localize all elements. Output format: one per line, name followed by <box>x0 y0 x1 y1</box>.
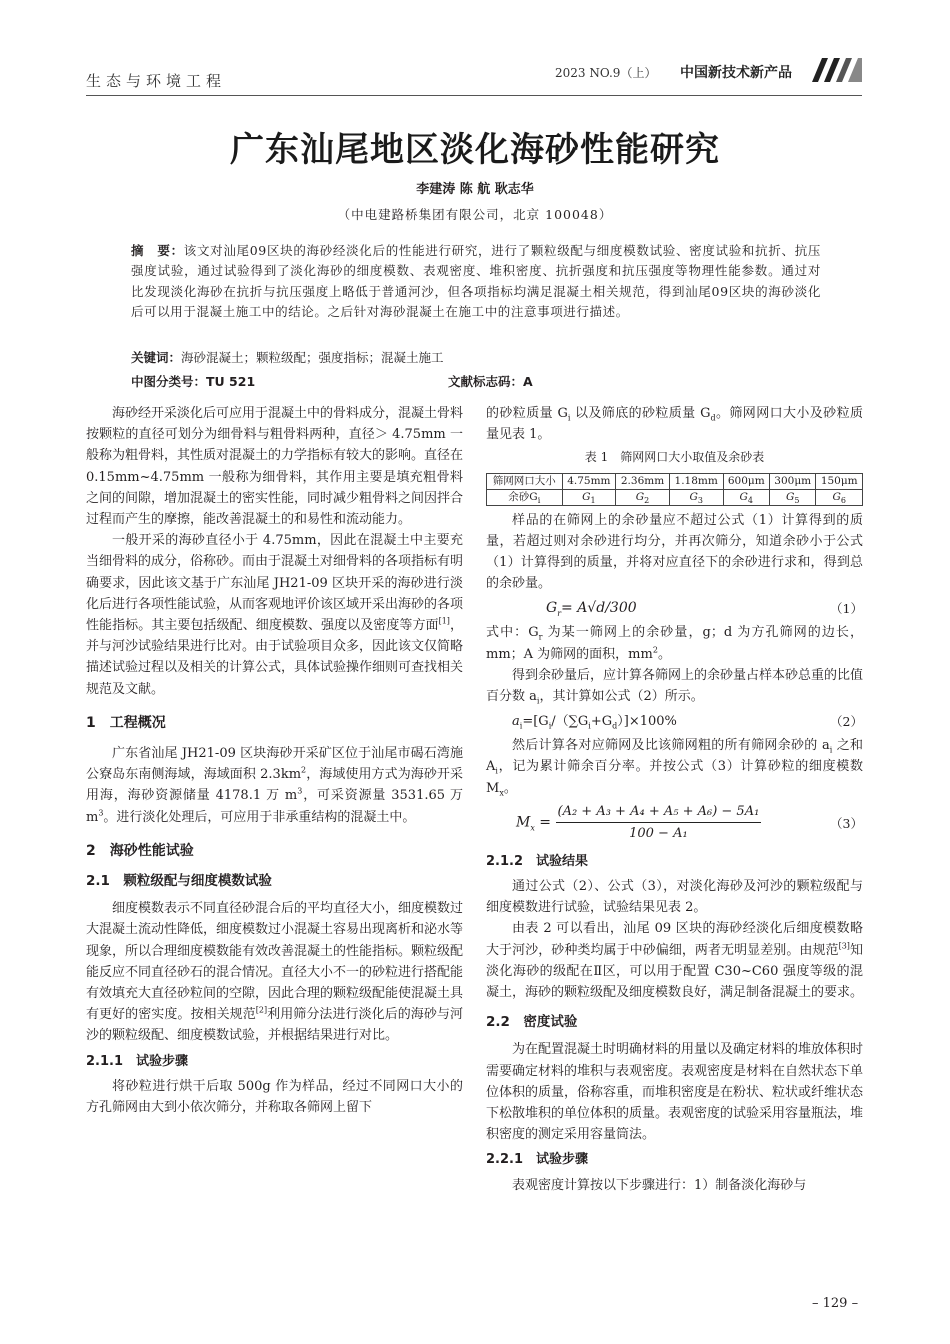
keywords-label: 关键词： <box>131 350 182 365</box>
section-heading: 2 海砂性能试验 <box>86 842 194 859</box>
right-column <box>486 403 863 1196</box>
paragraph: 海砂经开采淡化后可应用于混凝土中的骨料成分，混凝土骨料按颗粒的直径可划分为细骨料与粗骨料两种，直径＞ 4.75mm 一般称为粗骨料，其性质对混凝土的力学指标有较大的影响。直径在 0.15mm~4.75mm 一般称为细骨料，其作用主要是填充粗骨料之间的间隙，增加混凝土的密实性能，同时减少粗骨料之间因拌合过程而产生的摩擦，能改善混凝土的和易性和流动能力。 <box>86 406 464 528</box>
journal-name: 中国新技术新产品 <box>680 65 792 81</box>
section-label: 生态与环境工程 <box>86 72 227 90</box>
header-rule <box>86 95 862 96</box>
authors: 李建涛 陈 航 耿志华 <box>416 182 534 197</box>
table-cell: $G_2$ <box>616 489 670 505</box>
affiliation: （中电建路桥集团有限公司，北京 100048） <box>337 207 613 222</box>
table-cell: 1.18mm <box>669 473 723 489</box>
table-cell: 2.36mm <box>616 473 670 489</box>
left-column <box>86 403 463 1118</box>
subsection-heading: 2.1 颗粒级配与细度模数试验 <box>86 873 272 890</box>
issue-label: 2023 NO.9（上） <box>555 66 657 80</box>
table-cell: 筛网网口大小 <box>487 473 563 489</box>
paragraph: 细度模数表示不同直径砂混合后的平均直径大小，细度模数过大混凝土流动性降低，细度模数过小混凝土容易出现离析和泌水等现象，所以合理细度模数能有效改善混凝土的性能指标。颗粒级配能反应不同直径砂石的混合情况。直径大小不一的砂粒进行搭配能有效填充大直径砂粒间的空隙，因此合理的颗粒级配能使混凝土具有更好的密实度。按相关规范[2]利用筛分法进行淡化后的海砂与河沙的颗粒级配、细度模数试验，并根据结果进行对比。 <box>86 901 464 1044</box>
keywords <box>131 348 444 366</box>
paragraph: 为在配置混凝土时明确材料的用量以及确定材料的堆放体积时需要确定材料的堆积与表观密度。表观密度是材料在自然状态下单位体积的质量，俗称容重，而堆积密度是在粉状、粒状或纤维状态下松散堆积的单位体积的质量。表观密度的试验采用容量瓶法，堆积密度的测定采用容量筒法。 <box>486 1042 864 1143</box>
clc-label: 中图分类号： <box>131 374 207 389</box>
doc-value: A <box>523 374 533 389</box>
article-title: 广东汕尾地区淡化海砂性能研究 <box>230 130 720 170</box>
page-number: – 129 – <box>812 1296 859 1311</box>
subsection-heading: 2.2 密度试验 <box>486 1014 578 1031</box>
paragraph: 然后计算各对应筛网及比该筛网粗的所有筛网余砂的 $a_i$ 之和 $A_i$，记为累计筛余百分率。并按公式（3）计算砂粒的细度模数 $M_x$。 <box>486 738 863 798</box>
paragraph: 由表 2 可以看出，汕尾 09 区块的海砂经淡化后细度模数略大于河沙，砂种类均属于中砂偏细，两者无明显差别。由规范[3]知淡化海砂的级配在Ⅱ区，可以用于配置 C30~C60 强度等级的混凝土，海砂的颗粒级配及细度模数良好，满足制备混凝土的要求。 <box>486 921 864 1001</box>
paragraph: 将砂粒进行烘干后取 500g 作为样品，经过不同网口大小的方孔筛网由大到小依次筛分，并称取各筛网上留下 <box>86 1078 463 1116</box>
keywords-text: 海砂混凝土；颗粒级配；强度指标；混凝土施工 <box>181 350 444 365</box>
formula-2: $a_i=[G_i/(\sum G_i+G_d)]\times 100\%$ （2） <box>512 714 863 731</box>
table-row <box>487 489 863 505</box>
doc-code <box>448 372 533 390</box>
paragraph: 广东省汕尾 JH21-09 区块海砂开采矿区位于汕尾市碣石湾施公寮岛东南侧海域，海域面积 $2.3km^2$，海域使用方式为海砂开采用海，海砂资源储量 4178.1 万 $m^3$，可采资源量 3531.65 万 $m^3$。进行淡化处理后，可应用于非承重结构的混凝土中。 <box>86 746 463 825</box>
subsubsection-heading: 2.2.1 试验步骤 <box>486 1152 589 1168</box>
clc-number <box>131 372 255 390</box>
abstract-text: 该文对汕尾09区块的海砂经淡化后的性能进行研究，进行了颗粒级配与细度模数试验、密度试验和抗折、抗压强度试验，通过试验得到了淡化海砂的细度模数、表观密度、堆积密度、抗折强度和抗压强度等物理性能参数。通过对比发现淡化海砂在抗折与抗压强度上略低于普通河沙，但各项指标均满足混凝土相关规范，得到汕尾09区块的海砂淡化后可以用于混凝土施工中的结论。之后针对海砂混凝土在施工中的注意事项进行描述。 <box>131 243 821 320</box>
paragraph: 的砂粒质量 $G_i$ 以及筛底的砂粒质量 $G_d$。筛网网口大小及砂粒质量见表 1。 <box>486 406 863 443</box>
paragraph: 式中：$G_r$ 为某一筛网上的余砂量，g；d 为方孔筛网的边长，mm；A 为筛网的面积，$mm^2$。 <box>486 625 863 662</box>
table-cell: $G_5$ <box>769 489 815 505</box>
journal-logo-icon <box>812 58 862 82</box>
table-cell: $G_6$ <box>816 489 863 505</box>
subsubsection-heading: 2.1.2 试验结果 <box>486 853 589 869</box>
paragraph: 一般开采的海砂直径小于 4.75mm，因此在混凝土中主要充当细骨料的成分，俗称砂。而由于混凝土对细骨料的各项指标有明确要求，因此该文基于广东汕尾 JH21-09 区块开采的海砂进行淡化后进行各项性能试验，从而客观地评价该区域开采出海砂的各项性能指标。其主要包括级配、细度模数、强度以及密度等方面[1]，并与河沙试验结果进行比对。由于试验项目众多，因此该文仅简略描述试验过程以及相关的计算公式，具体试验操作细则可查找相关规范及文献。 <box>86 533 464 697</box>
paragraph: 表观密度计算按以下步骤进行：1）制备淡化海砂与 <box>512 1177 807 1193</box>
table-row <box>487 473 863 489</box>
sieve-table <box>486 473 863 506</box>
table-cell: $G_4$ <box>723 489 769 505</box>
table-cell: 4.75mm <box>562 473 616 489</box>
abstract <box>131 241 821 323</box>
formula-1: $G_r= A√d/300$ （1） <box>546 600 863 619</box>
table-cell: 150μm <box>816 473 863 489</box>
abstract-label: 摘 要： <box>131 243 184 258</box>
table-cell: 300μm <box>769 473 815 489</box>
table-cell: 余砂$G_i$ <box>487 489 563 505</box>
paragraph: 通过公式（2）、公式（3），对淡化海砂及河沙的颗粒级配与细度模数进行试验，试验结果见表 2。 <box>486 879 863 916</box>
subsubsection-heading: 2.1.1 试验步骤 <box>86 1053 189 1069</box>
table-caption: 表 1 筛网网口大小取值及余砂表 <box>584 450 765 465</box>
formula-3: $M_x$ = $\frac{\text{(A₂ + A₃ + A₄ + A₅ + A₆) − 5A₁}}{\text{100 − A₁}}$ （3） <box>486 801 863 847</box>
clc-code: TU 521 <box>206 374 256 389</box>
section-heading: 1 工程概况 <box>86 714 166 731</box>
table-cell: $G_1$ <box>562 489 616 505</box>
table-cell: 600μm <box>723 473 769 489</box>
paragraph: 得到余砂量后，应计算各筛网上的余砂量占样本砂总重的比值百分数 $a_i$，其计算如公式（2）所示。 <box>486 667 864 706</box>
doc-label: 文献标志码： <box>448 374 524 389</box>
table-cell: $G_3$ <box>669 489 723 505</box>
paragraph: 样品的在筛网上的余砂量应不超过公式（1）计算得到的质量，若超过则对余砂进行均分，并再次筛分，知道余砂小于公式（1）计算得到的质量，并将对应直径下的余砂进行求和，得到总的余砂量。 <box>486 512 863 592</box>
